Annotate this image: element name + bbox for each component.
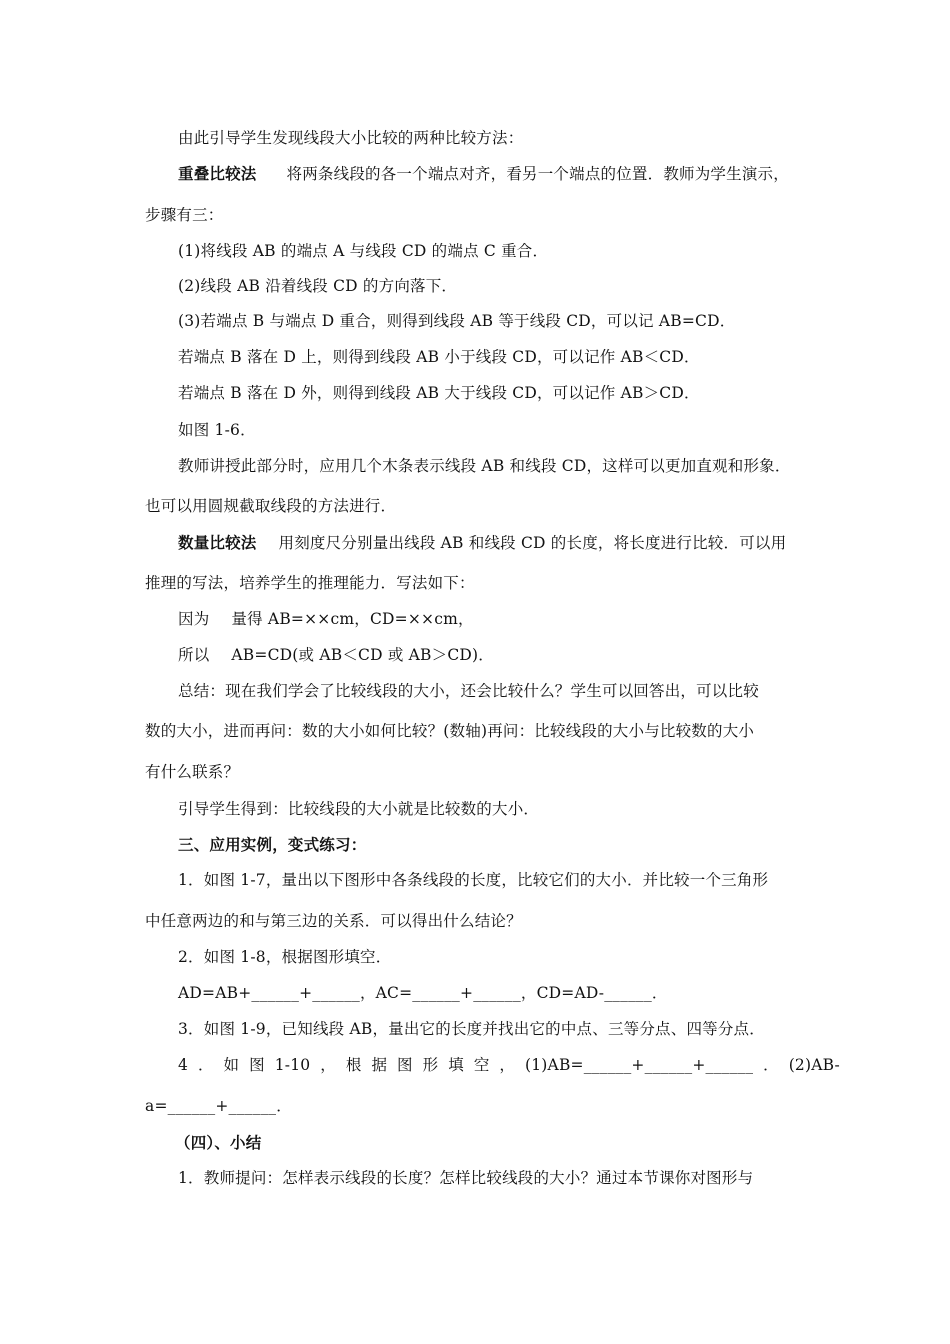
exercise-token: 图: [397, 1056, 413, 1074]
paragraph-line: 总结：现在我们学会了比较线段的大小，还会比较什么？学生可以回答出，可以比较: [178, 682, 759, 700]
paragraph-line: 引导学生得到：比较线段的大小就是比较数的大小．: [178, 800, 540, 818]
exercise-token: ，: [499, 1056, 516, 1074]
exercise-token: 如: [223, 1056, 240, 1074]
paragraph-line: [178, 1055, 840, 1075]
paragraph-line: AD=AB+______+______，AC=______+______，CD=AD-______．: [178, 984, 668, 1002]
section-heading-quantity: 数量比较法: [178, 534, 257, 552]
paragraph-line: (3)若端点 B 与端点 D 重合，则得到线段 AB 等于线段 CD，可以记 AB=CD．: [178, 312, 736, 330]
paragraph-line: [178, 533, 786, 553]
exercise-token: ．: [197, 1056, 214, 1074]
exercise-token: 4: [178, 1056, 189, 1074]
exercise-token: (1)AB=______+______+______: [525, 1056, 754, 1074]
exercise-token: ．: [763, 1056, 779, 1074]
exercise-token: 图: [249, 1056, 265, 1074]
section-title-summary: （四）、小结: [175, 1134, 262, 1152]
paragraph-line: a=______+______．: [145, 1097, 292, 1115]
paragraph-line: 若端点 B 落在 D 外，则得到线段 AB 大于线段 CD，可以记作 AB＞CD．: [178, 384, 700, 402]
exercise-token: 空: [473, 1056, 490, 1074]
paragraph-line: (1)将线段 AB 的端点 A 与线段 CD 的端点 C 重合．: [178, 242, 549, 260]
paragraph-line: 1．如图 1-7，量出以下图形中各条线段的长度，比较它们的大小．并比较一个三角形: [178, 871, 769, 889]
paragraph-line: [178, 164, 789, 184]
exercise-token: 1-10: [274, 1056, 311, 1074]
paragraph-line: 也可以用圆规截取线段的方法进行．: [145, 497, 397, 515]
reasoning-label: 所以: [178, 646, 210, 664]
reasoning-text: 量得 AB=××cm，CD=××cm，: [231, 610, 474, 628]
section-heading-overlap: 重叠比较法: [178, 165, 257, 183]
paragraph-line: 若端点 B 落在 D 上，则得到线段 AB 小于线段 CD，可以记作 AB＜CD．: [178, 348, 700, 366]
paragraph-line: 如图 1-6．: [178, 421, 256, 439]
paragraph-line: 1．教师提问：怎样表示线段的长度？怎样比较线段的大小？通过本节课你对图形与: [178, 1169, 754, 1187]
section-title-application: 三、应用实例，变式练习：: [178, 836, 367, 854]
paragraph-line: 步骤有三：: [145, 206, 224, 224]
paragraph-text: 用刻度尺分别量出线段 AB 和线段 CD 的长度，将长度进行比较．可以用: [278, 534, 787, 552]
paragraph-line: 3．如图 1-9，已知线段 AB，量出它的长度并找出它的中点、三等分点、四等分点．: [178, 1020, 765, 1038]
paragraph-line: [178, 609, 474, 629]
exercise-token: 据: [371, 1056, 388, 1074]
exercise-token: 填: [448, 1056, 464, 1074]
justified-exercise-line: [178, 1055, 840, 1075]
exercise-token: (2)AB-: [788, 1056, 840, 1074]
paragraph-text: 将两条线段的各一个端点对齐，看另一个端点的位置．教师为学生演示，: [286, 165, 789, 183]
paragraph-line: 中任意两边的和与第三边的关系．可以得出什么结论？: [145, 912, 522, 930]
paragraph-line: 2．如图 1-8，根据图形填空．: [178, 948, 392, 966]
paragraph-line: (2)线段 AB 沿着线段 CD 的方向落下．: [178, 277, 458, 295]
paragraph-line: [178, 645, 494, 665]
paragraph-line: 教师讲授此部分时，应用几个木条表示线段 AB 和线段 CD，这样可以更加直观和形象．: [178, 457, 791, 475]
paragraph-line: 有什么联系？: [145, 763, 240, 781]
exercise-token: 根: [345, 1056, 362, 1074]
exercise-token: 形: [422, 1056, 439, 1074]
reasoning-text: AB=CD(或 AB＜CD 或 AB＞CD)．: [231, 646, 494, 664]
exercise-token: ，: [320, 1056, 336, 1074]
paragraph-line: 推理的写法，培养学生的推理能力．写法如下：: [145, 574, 475, 592]
reasoning-label: 因为: [178, 610, 210, 628]
paragraph-line: 数的大小，进而再问：数的大小如何比较？(数轴)再问：比较线段的大小与比较数的大小: [145, 722, 755, 740]
paragraph-line: 由此引导学生发现线段大小比较的两种比较方法：: [178, 129, 524, 147]
